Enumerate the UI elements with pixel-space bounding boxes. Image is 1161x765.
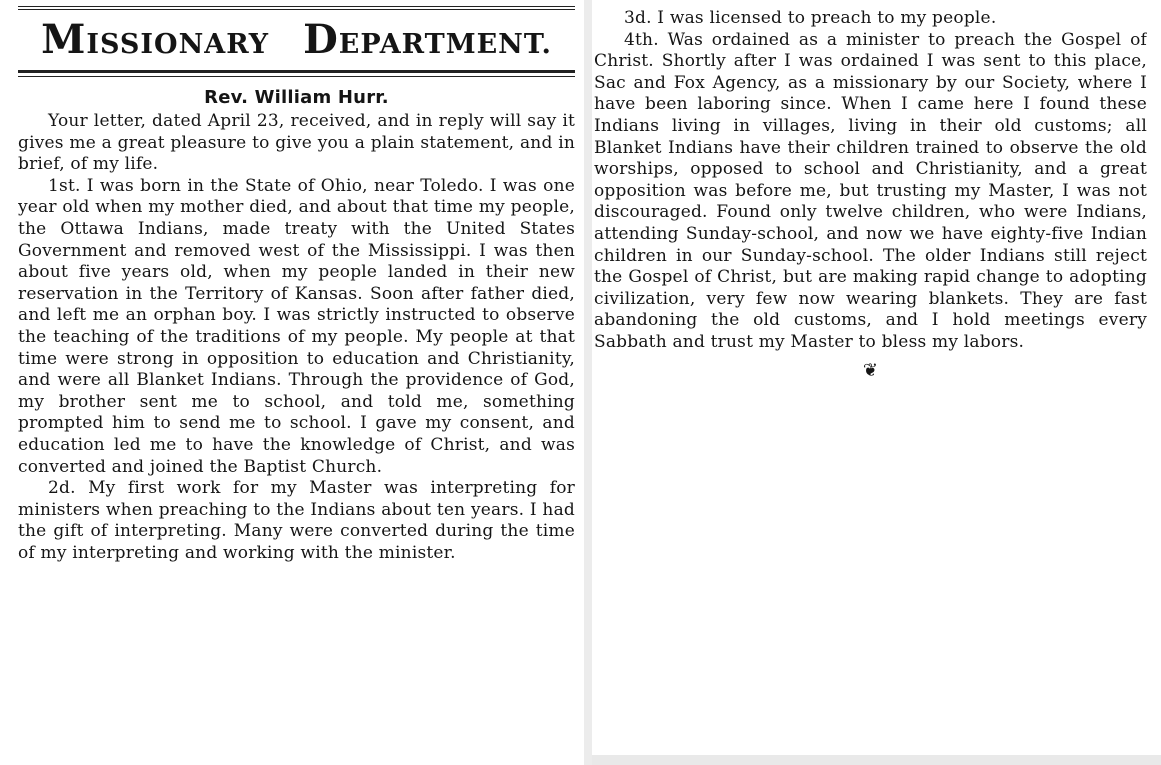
heading-rule xyxy=(18,70,575,73)
column-divider xyxy=(584,0,592,765)
heading-word-department: DEPARTMENT. xyxy=(303,16,552,63)
left-column xyxy=(18,0,575,765)
end-ornament: ❦ xyxy=(862,359,879,381)
paragraph-first: 1st. I was born in the State of Ohio, near Toledo. I was one year old when my mother died, and about that time my people, the Ottawa Indians, made treaty with the United States Government and removed west of the Mississippi. I was then about five years old, when my people landed in their new reservation in the Territory of Kansas. Soon after father died, and left me an orphan boy. I was strictly instructed to observe the teaching of the traditions of my people. My people at that time were strong in opposition to education and Christianity, and were all Blanket Indians. Through the providence of God, my brother sent me to school, and told me, something prompted him to send me to school. I gave my consent, and education led me to have the knowledge of Christ, and was converted and joined the Baptist Church. xyxy=(18,175,575,477)
paragraph-third: 3d. I was licensed to preach to my people. xyxy=(624,8,997,28)
paragraph-fourth: 4th. Was ordained as a minister to preach the Gospel of Christ. Shortly after I was ordained I was sent to this place, Sac and Fox Agency, as a missionary by our Society, where I have been laboring since. When I came here I found these Indians living in villages, living in their old customs; all Blanket Indians have their children trained to observe the old worships, opposed to school and Christianity, and a great opposition was before me, but trusting my Master, I was not discouraged. Found only twelve children, who were Indians, attending Sunday-school, and now we have eighty-five Indian children in our Sunday-school. The older Indians still reject the Gospel of Christ, but are making rapid change to adopting civilization, very few now wearing blankets. They are fast abandoning the old customs, and I hold meetings every Sabbath and trust my Master to bless my labors. xyxy=(594,29,1147,352)
paragraph-intro: Your letter, dated April 23, received, and in reply will say it gives me a great pleasure to give you a plain statement, and in brief, of my life. xyxy=(18,111,575,175)
department-heading xyxy=(18,10,575,70)
right-column xyxy=(594,0,1147,765)
heading-rule-2 xyxy=(18,76,575,77)
bottom-shade xyxy=(592,755,1161,765)
heading-word-missionary: MISSIONARY xyxy=(41,16,270,63)
top-rule xyxy=(18,6,575,7)
paragraph-second: 2d. My first work for my Master was interpreting for ministers when preaching to the Indians about ten years. I had the gift of interpreting. Many were converted during the time of my interpreting and working with the minister. xyxy=(18,478,575,563)
article-byline: Rev. William Hurr. xyxy=(204,87,389,108)
